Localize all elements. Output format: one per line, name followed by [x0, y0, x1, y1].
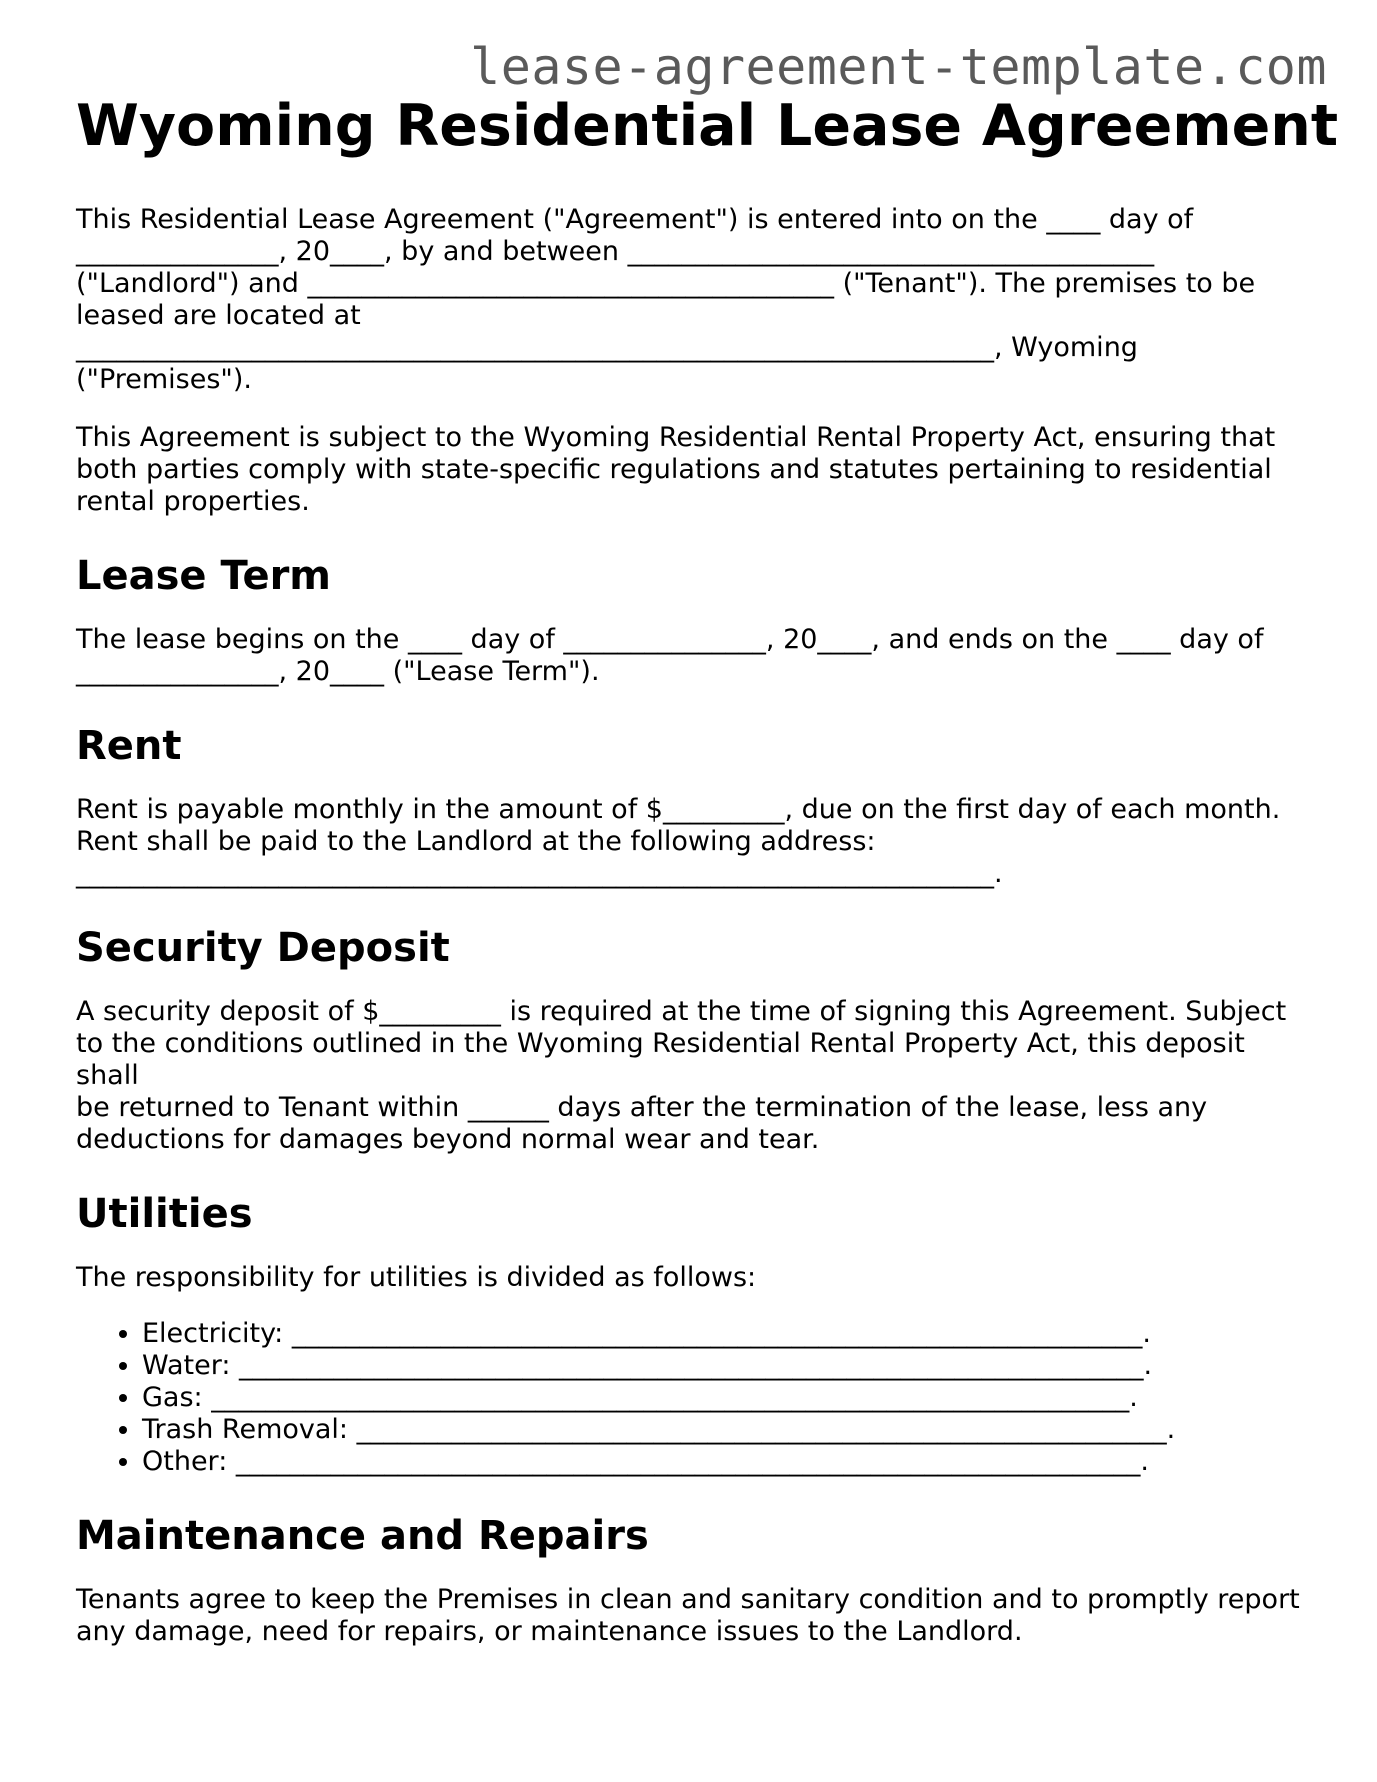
maintenance-heading: Maintenance and Repairs — [76, 1513, 649, 1560]
utilities-intro: The responsibility for utilities is divided as follows: — [76, 1262, 757, 1294]
utility-item-other: • Other: ___________________________________________________________________. — [142, 1446, 1316, 1478]
lease-term-paragraph: The lease begins on the ____ day of _______________, 20____, and ends on the ____ day of _______________, 20____ ("Lease Term"). — [76, 624, 1264, 688]
act-paragraph: This Agreement is subject to the Wyoming Residential Rental Property Act, ensuring that both parties comply with state-specific regulations and statutes pertaining to residential rental properties. — [76, 422, 1276, 518]
utility-item-gas: • Gas: ____________________________________________________________________. — [142, 1382, 1316, 1414]
site-watermark: lease-agreement-template.com — [470, 38, 1327, 96]
intro-paragraph: This Residential Lease Agreement ("Agreement") is entered into on the ____ day of _______________, 20____, by and between _______________________________________ ("Landlord") and _______________________________________ ("Tenant"). The premises to be leased are located at ____________________________________________________________________, Wyoming ("Premises"). — [76, 204, 1256, 396]
document-title: Wyoming Residential Lease Agreement — [76, 93, 1339, 159]
utilities-heading: Utilities — [76, 1191, 253, 1238]
security-deposit-heading: Security Deposit — [76, 925, 450, 972]
document-content — [76, 92, 1339, 1648]
rent-heading: Rent — [76, 723, 182, 770]
utility-item-electricity: • Electricity: _______________________________________________________________. — [142, 1318, 1316, 1350]
maintenance-paragraph: Tenants agree to keep the Premises in clean and sanitary condition and to promptly report any damage, need for repairs, or maintenance issues to the Landlord. — [76, 1584, 1300, 1648]
utility-item-water: • Water: ___________________________________________________________________. — [142, 1350, 1316, 1382]
lease-term-heading: Lease Term — [76, 553, 331, 600]
security-deposit-paragraph: A security deposit of $_________ is required at the time of signing this Agreement. Subject to the conditions outlined in the Wyoming Residential Rental Property Act, this deposit shall be returned to Tenant within ______ days after the termination of the lease, less any deductions for damages beyond normal wear and tear. — [76, 996, 1287, 1156]
utility-item-trash-removal: • Trash Removal: ____________________________________________________________. — [142, 1414, 1316, 1446]
rent-paragraph: Rent is payable monthly in the amount of $_________, due on the first day of each month. Rent shall be paid to the Landlord at the following address: ____________________________________________________________________. — [76, 794, 1281, 890]
utilities-list — [76, 1318, 1316, 1478]
